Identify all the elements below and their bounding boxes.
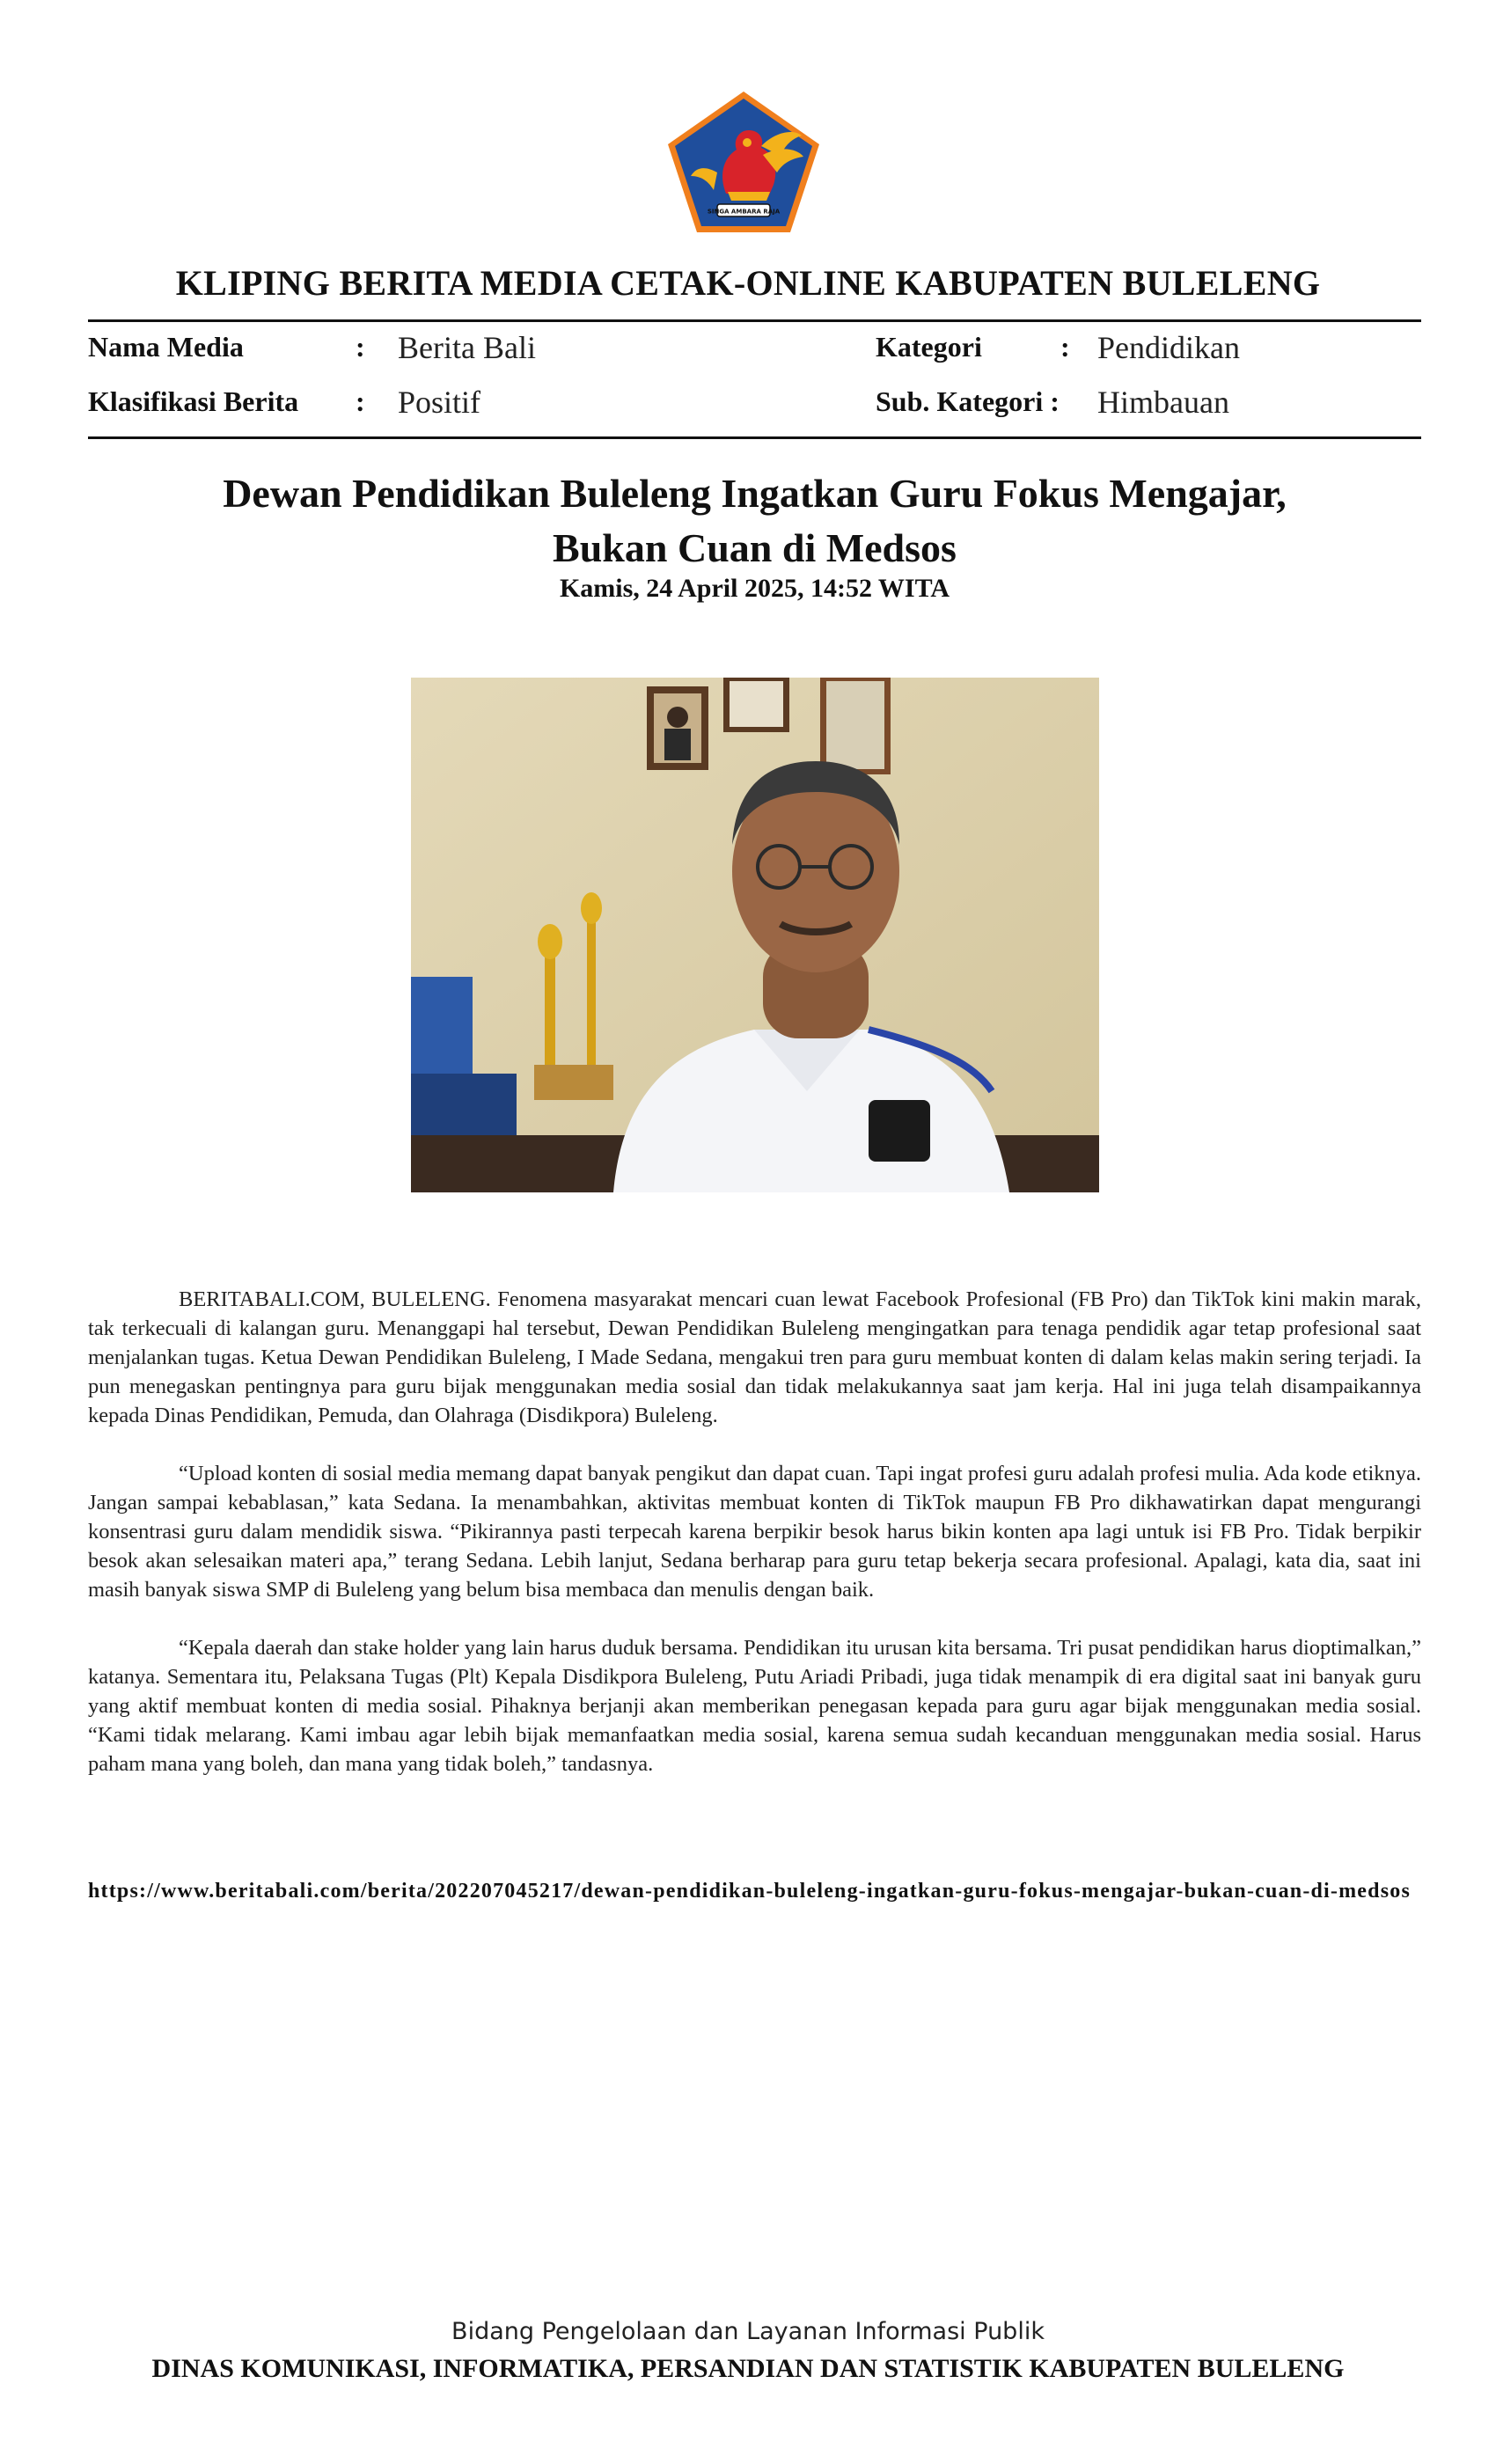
kategori-label: Kategori bbox=[876, 331, 982, 363]
article-date: Kamis, 24 April 2025, 14:52 WITA bbox=[559, 574, 950, 603]
article-body bbox=[88, 1285, 1421, 1808]
buleleng-regency-logo bbox=[664, 88, 823, 236]
portrait-photo-icon bbox=[411, 678, 1099, 1192]
article-headline bbox=[88, 466, 1421, 576]
article-paragraph-2: “Upload konten di sosial media memang dapat banyak pengikut dan dapat cuan. Tapi ingat profesi guru adalah profesi mulia. Ada kode etiknya. Jangan sampai kebablasan,” kata Sedana. Ia menambahkan, aktivitas membuat konten di TikTok maupun FB Pro dikhawatirkan dapat mengurangi konsentrasi guru dalam mendidik siswa. “Pikirannya pasti terpecah karena berpikir besok harus bikin konten apa lagi untuk isi FB Pro. Tidak berpikir besok akan selesaikan materi apa,” terang Sedana. Lebih lanjut, Sedana berharap para guru tetap bekerja secara profesional. Apalagi, kata dia, saat ini masih banyak siswa SMP di Buleleng yang belum bisa membaca dan menulis dengan baik. bbox=[88, 1462, 1421, 1602]
article-photo bbox=[411, 678, 1099, 1192]
nama-media-colon: : bbox=[356, 331, 365, 363]
article-paragraph-3: “Kepala daerah dan stake holder yang lain harus duduk bersama. Pendidikan itu urusan kita bersama. Tri pusat pendidikan harus dioptimalkan,” katanya. Sementara itu, Pelaksana Tugas (Plt) Kepala Disdikpora Buleleng, Putu Ariadi Pribadi, juga tidak menampik di era digital saat ini banyak guru yang aktif membuat konten di media sosial. Pihaknya berjanji akan memberikan penegasan kepada para guru agar bijak menggunakan media sosial. “Kami tidak melarang. Kami imbau agar lebih bijak memanfaatkan media sosial, karena semua sudah kecanduan menggunakan media sosial. Harus paham mana yang boleh, dan mana yang tidak boleh,” tandasnya. bbox=[88, 1636, 1421, 1776]
source-url-link[interactable]: https://www.beritabali.com/berita/202207045217/dewan-pendidikan-buleleng-ingatkan-guru-fokus-mengajar-bukan-cuan-di-medsos bbox=[88, 1880, 1411, 1903]
singa-ambara-raja-emblem-icon bbox=[664, 88, 823, 236]
sub-kategori-value: Himbauan bbox=[1097, 385, 1229, 420]
footer-department: Bidang Pengelolaan dan Layanan Informasi Publik bbox=[451, 2318, 1045, 2345]
logo-motto: SINGA AMBARA RAJA bbox=[707, 208, 781, 216]
header-divider bbox=[88, 319, 1421, 322]
footer-agency: DINAS KOMUNIKASI, INFORMATIKA, PERSANDIAN DAN STATISTIK KABUPATEN BULELENG bbox=[151, 2354, 1345, 2383]
headline-line-1: Dewan Pendidikan Buleleng Ingatkan Guru Fokus Mengajar, bbox=[223, 471, 1287, 516]
klasifikasi-colon: : bbox=[356, 385, 365, 417]
article-paragraph-1: BERITABALI.COM, BULELENG. Fenomena masyarakat mencari cuan lewat Facebook Profesional (FB Pro) dan TikTok kini makin marak, tak terkecuali di kalangan guru. Menanggapi hal tersebut, Dewan Pendidikan Buleleng mengingatkan para tenaga pendidik agar tetap profesional saat menjalankan tugas. Ketua Dewan Pendidikan Buleleng, I Made Sedana, mengakui tren para guru membuat konten di dalam kelas makin sering terjadi. Ia pun menegaskan pentingnya para guru bijak menggunakan media sosial dan tidak melakukannya saat jam kerja. Hal ini juga telah disampaikannya kepada Dinas Pendidikan, Pemuda, dan Olahraga (Disdikpora) Buleleng. bbox=[88, 1287, 1421, 1427]
meta-divider bbox=[88, 436, 1421, 439]
sub-kategori-label: Sub. Kategori : bbox=[876, 385, 1060, 417]
nama-media-value: Berita Bali bbox=[398, 330, 536, 365]
klasifikasi-value: Positif bbox=[398, 385, 481, 420]
nama-media-label: Nama Media bbox=[88, 331, 244, 363]
kategori-value: Pendidikan bbox=[1097, 330, 1240, 365]
headline-line-2: Bukan Cuan di Medsos bbox=[553, 525, 957, 570]
kategori-colon: : bbox=[1060, 331, 1070, 363]
klasifikasi-label: Klasifikasi Berita bbox=[88, 385, 299, 417]
clipping-header-title: KLIPING BERITA MEDIA CETAK-ONLINE KABUPATEN BULELENG bbox=[175, 263, 1321, 303]
